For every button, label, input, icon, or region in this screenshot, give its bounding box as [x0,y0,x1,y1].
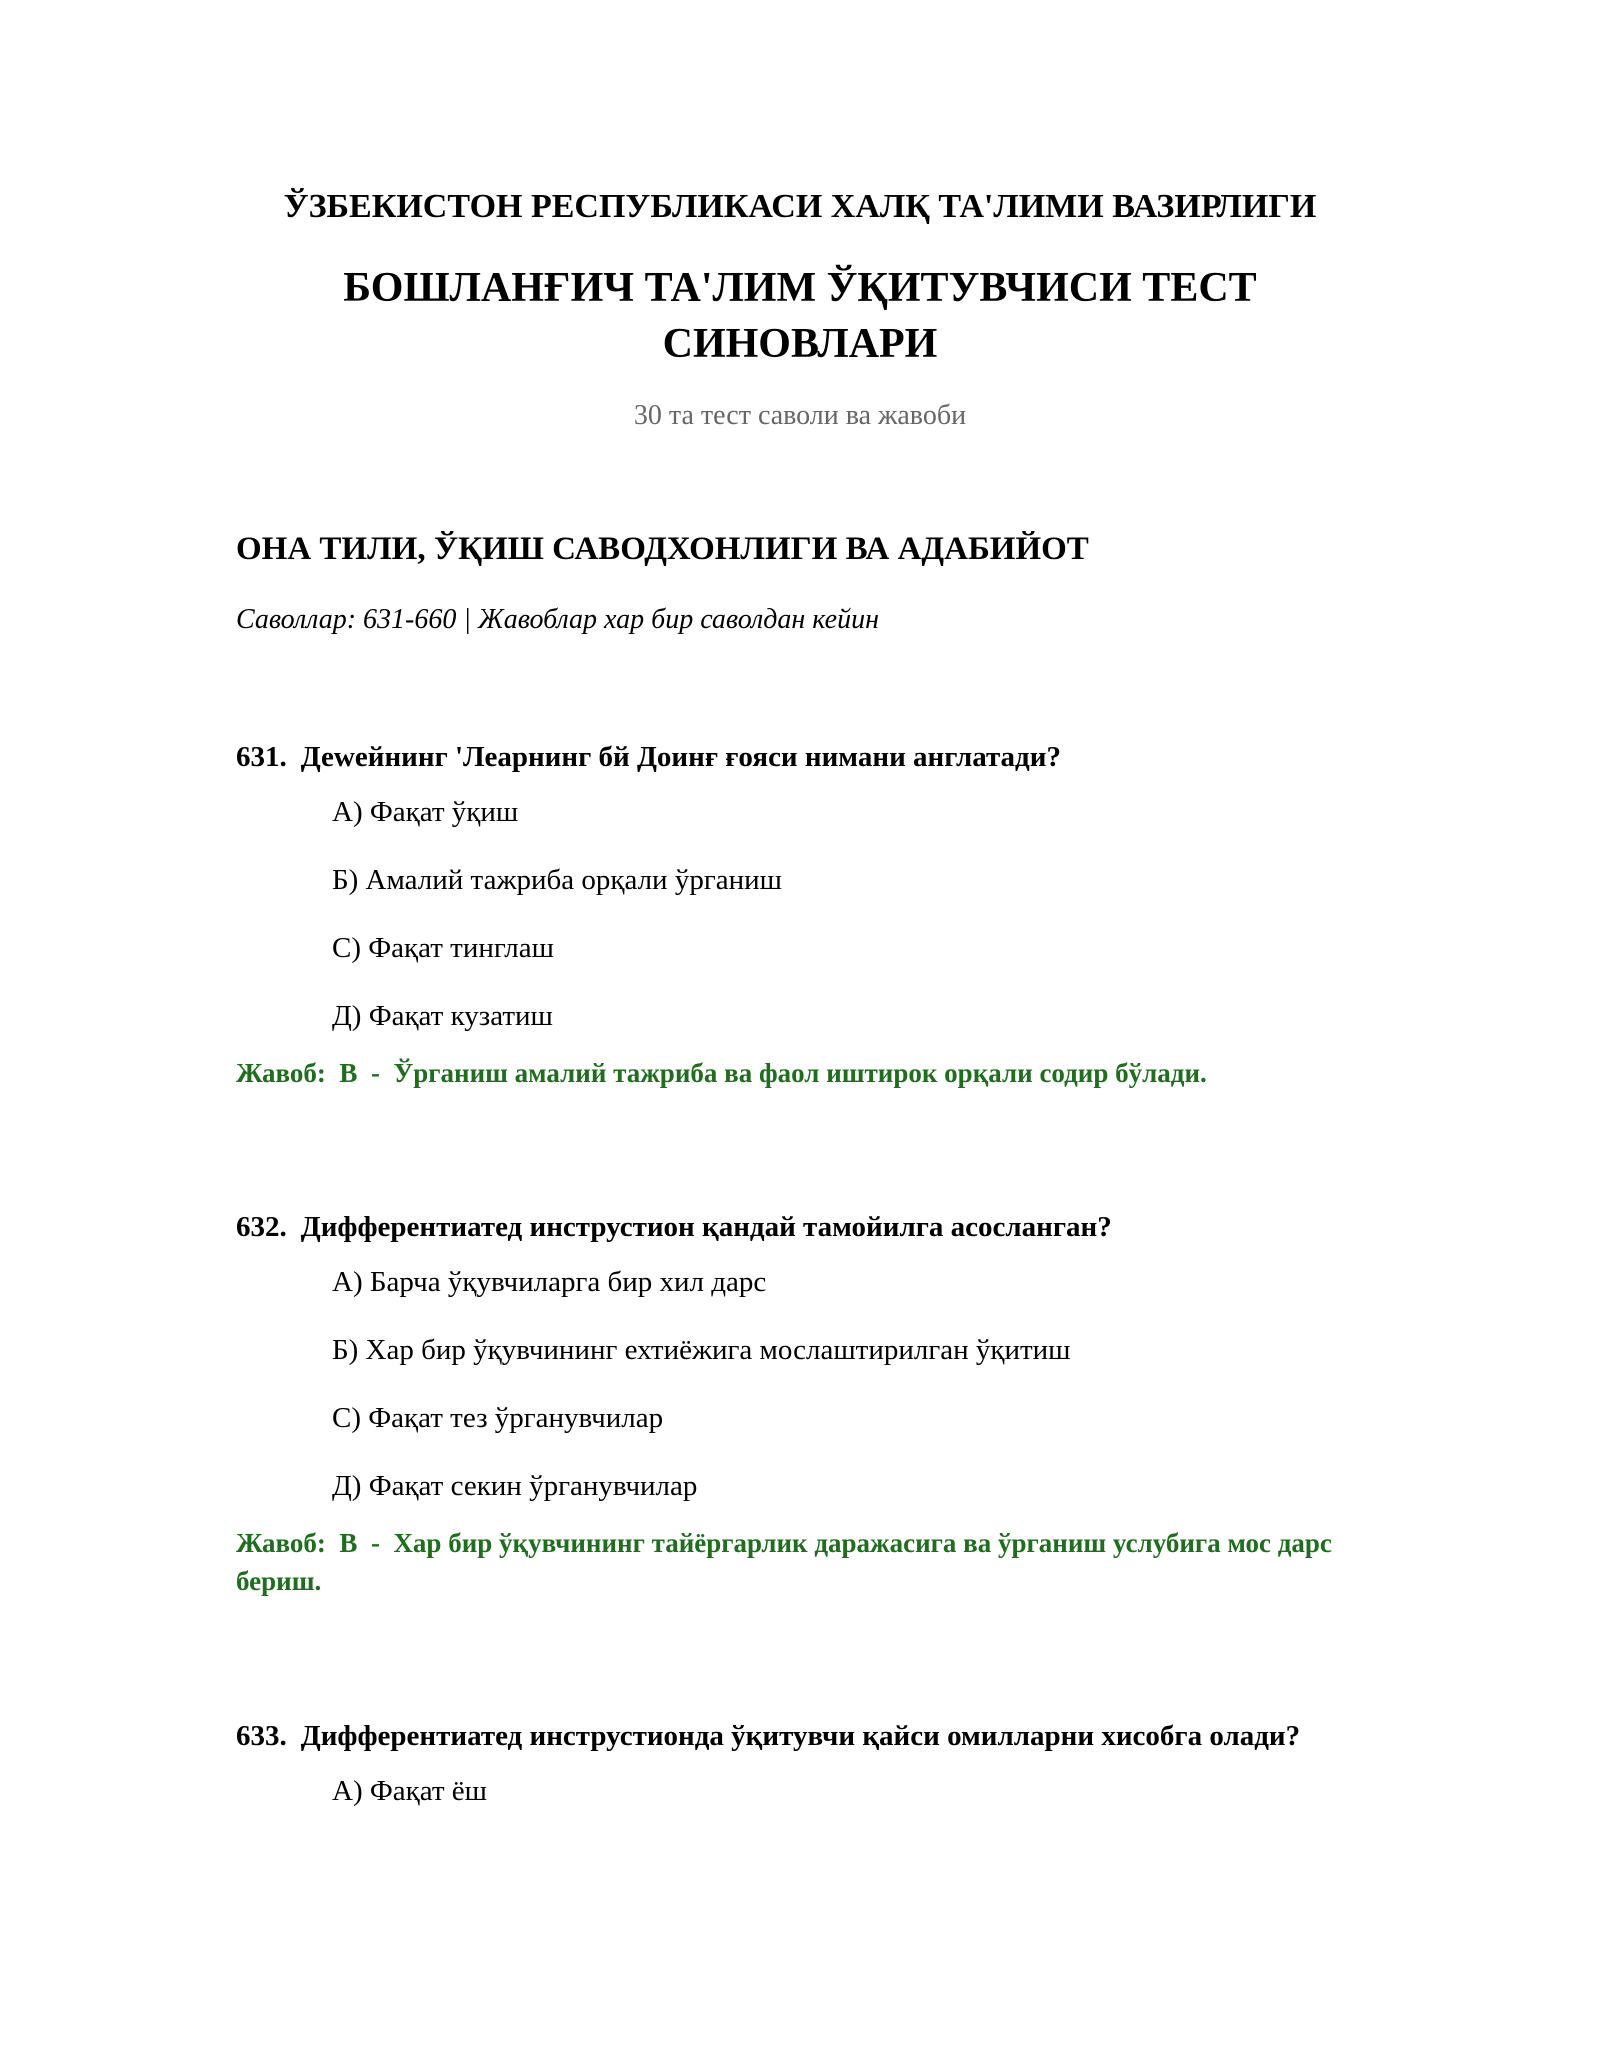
document-title: БОШЛАНҒИЧ ТА'ЛИМ ЎҚИТУВЧИСИ ТЕСТ СИНОВЛАРИ [343,265,1257,367]
section-note: Саволлар: 631-660 | Жавоблар хар бир саволдан кейин [236,604,879,635]
question-stem: Дифферентиатед инструстионда ўқитувчи қайси омилларни хисобга олади? [300,1720,1301,1752]
option-c: С) Фақат тинглаш [332,932,554,964]
question-632 [236,1206,1366,1600]
answer-text: Ўрганиш амалий тажриба ва фаол иштирок орқали содир бўлади. [393,1058,1207,1088]
question-text [236,1715,1366,1757]
question-number: 632. [236,1211,287,1243]
answer-line: Жавоб: В - Ўрганиш амалий тажриба ва фаол иштирок орқали содир бўлади. [236,1058,1207,1088]
question-text [236,1206,1366,1248]
question-631 [236,736,1366,1092]
answer-letter: В [339,1058,358,1088]
answer-line: Жавоб: В - Хар бир ўқувчининг тайёргарлик даражасига ва ўрганиш услубига мос дарс бериш. [236,1528,1332,1596]
question-number: 631. [236,741,287,773]
question-text [236,736,1366,778]
option-b: Б) Амалий тажриба орқали ўрганиш [332,864,782,896]
answer-text: Хар бир ўқувчининг тайёргарлик даражасига ва ўрганиш услубига мос дарс бериш. [236,1528,1332,1596]
option-a: А) Фақат ўқиш [332,796,519,828]
answer-letter: В [339,1528,358,1558]
section-heading: ОНА ТИЛИ, ЎҚИШ САВОДХОНЛИГИ ВА АДАБИЙОТ [236,531,1089,567]
option-d: Д) Фақат секин ўрганувчилар [332,1470,698,1502]
question-stem: Дифферентиатед инструстион қандай тамойилга асосланган? [300,1211,1112,1243]
option-d: Д) Фақат кузатиш [332,1000,553,1032]
option-c: С) Фақат тез ўрганувчилар [332,1402,664,1434]
question-number: 633. [236,1720,287,1752]
question-stem: Деwейнинг 'Леарнинг бй Доинғ ғояси нимани англатади? [300,741,1061,773]
answer-label: Жавоб: [236,1528,326,1558]
option-a: А) Фақат ёш [332,1775,487,1807]
options-list [332,1264,1366,1504]
options-list [332,794,1366,1034]
options-list [332,1773,1366,1809]
option-a: А) Барча ўқувчиларга бир хил дарс [332,1266,767,1298]
answer-label: Жавоб: [236,1058,326,1088]
question-633 [236,1715,1366,1841]
document-subtitle: 30 та тест саволи ва жавоби [633,400,967,431]
ministry-heading: ЎЗБЕКИСТОН РЕСПУБЛИКАСИ ХАЛҚ ТА'ЛИМИ ВАЗИРЛИГИ [283,188,1317,225]
option-b: Б) Хар бир ўқувчининг ехтиёжига мослаштирилган ўқитиш [332,1334,1071,1366]
